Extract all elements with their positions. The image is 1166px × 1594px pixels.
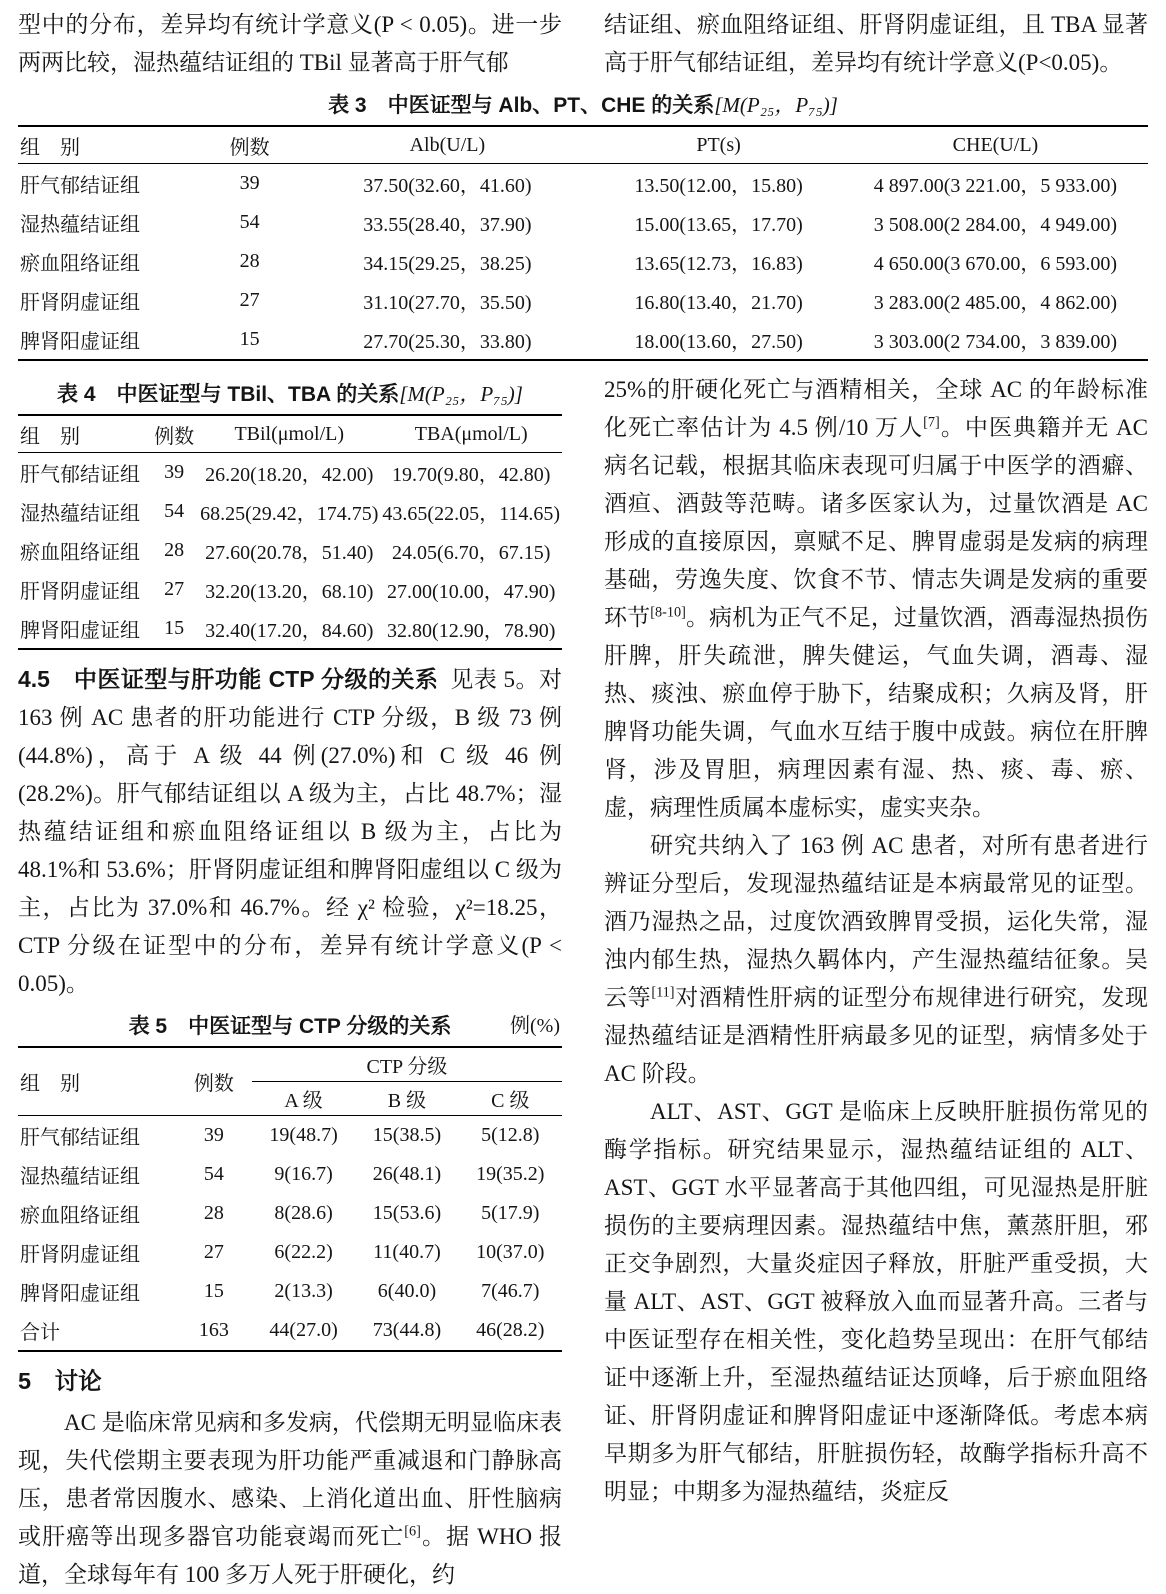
table-cell: 15(38.5) — [372, 1124, 442, 1146]
main-row — [18, 371, 1148, 1594]
table-cell: 39 — [239, 172, 260, 194]
column-header: 例数 — [150, 415, 198, 453]
table-cell: 18.00(13.60，27.50) — [634, 331, 803, 353]
table4-title-suffix: [M(P₂₅，P₇₅)] — [399, 382, 523, 406]
discussion-paragraph-left: AC 是临床常见病和多发病，代偿期无明显临床表现，失代偿期主要表现为肝功能严重减退和门静脉高压，患者常因腹水、感染、上消化道出血、肝性脑病或肝癌等出现多器官功能衰竭而死亡[6]。据 WHO 报道，全球每年有 100 多万人死于肝硬化，约 — [18, 1410, 563, 1587]
table5-title-main: 表 5 中医证型与 CTP 分级的关系 — [128, 1015, 452, 1038]
table-row — [18, 203, 1148, 242]
table-cell: 肝肾阴虚证组 — [20, 1244, 140, 1266]
section-4-5-paragraph — [18, 660, 562, 1003]
table-cell: 32.80(12.90，78.90) — [387, 620, 556, 642]
table-row — [18, 1233, 562, 1272]
table-cell: 16.80(13.40，21.70) — [634, 292, 803, 314]
table-cell: 10(37.0) — [476, 1241, 545, 1263]
table4 — [18, 414, 562, 650]
table-cell: 脾肾阳虚证组 — [20, 1283, 140, 1305]
column-header: PT(s) — [594, 126, 843, 164]
discussion-paragraph-2: 研究共纳入了 163 例 AC 患者，对所有患者进行辨证分型后，发现湿热蕴结证是本病最常见的证型。酒乃湿热之品，过度饮酒致脾胃受损，运化失常，湿浊内郁生热，湿热久羁体内，产生湿热蕴结征象。吴云等[11]对酒精性肝病的证型分布规律进行研究，发现湿热蕴结证是酒精性肝病最多见的证型，病情多处于 AC 阶段。 — [604, 833, 1148, 1086]
table-cell: 肝气郁结证组 — [20, 464, 140, 486]
table-cell: 11(40.7) — [373, 1241, 441, 1263]
table-cell: 3 283.00(2 485.00，4 862.00) — [873, 292, 1118, 314]
table-cell: 5(17.9) — [481, 1202, 540, 1224]
table-cell: 3 508.00(2 284.00，4 949.00) — [873, 214, 1118, 236]
table3-block — [18, 90, 1148, 361]
table-row — [18, 609, 562, 649]
table-row — [18, 1116, 562, 1156]
table-cell: 54 — [164, 500, 185, 522]
table-row — [18, 1272, 562, 1311]
table-cell: 26.20(18.20，42.00) — [205, 464, 374, 486]
table-cell: 32.40(17.20，84.60) — [205, 620, 374, 642]
table-cell: 4 897.00(3 221.00，5 933.00) — [873, 175, 1118, 197]
table-cell: 44(27.0) — [269, 1319, 338, 1341]
table-cell: 54 — [239, 211, 260, 233]
column-header: TBil(μmol/L) — [198, 415, 380, 453]
table-cell: 13.50(12.00，15.80) — [634, 175, 803, 197]
column-header: 例数 — [176, 1047, 252, 1116]
table-cell: 39 — [164, 461, 185, 483]
table-cell: 39 — [203, 1124, 224, 1146]
table-cell: 46(28.2) — [476, 1319, 545, 1341]
table-row — [18, 1155, 562, 1194]
table-cell: 27.70(25.30，33.80) — [363, 331, 532, 353]
table-cell: 163 — [198, 1319, 229, 1341]
discussion-paragraph-3: ALT、AST、GGT 是临床上反映肝脏损伤常见的酶学指标。研究结果显示，湿热蕴结证组的 ALT、AST、GGT 水平显著高于其他四组，可见湿热是肝脏损伤的主要病理因素。湿热蕴结中焦，薰蒸肝胆，邪正交争剧烈，大量炎症因子释放，肝脏严重受损，大量 ALT、AST、GGT 被释放入血而显著升高。三者与中医证型存在相关性，变化趋势呈现出：在肝气郁结证中逐渐上升，至湿热蕴结证达顶峰，后于瘀血阻络证、肝肾阴虚证和脾肾阳虚证中逐渐降低。考虑本病早期多为肝气郁结，肝脏损伤轻，故酶学指标升高不明显；中期多为湿热蕴结，炎症反 — [604, 1099, 1148, 1504]
table-cell: 43.65(22.05，114.65) — [382, 503, 560, 525]
table-cell: 脾肾阳虚证组 — [20, 331, 140, 353]
discussion-paragraph-cont: 25%的肝硬化死亡与酒精相关，全球 AC 的年龄标准化死亡率估计为 4.5 例/10 万人[7]。中医典籍并无 AC 病名记载，根据其临床表现可归属于中医学的酒癖、酒疸、酒鼓等范畴。诸多医家认为，过量饮酒是 AC 形成的直接原因，禀赋不足、脾胃虚弱是发病的病理基础，劳逸失度、饮食不节、情志失调是发病的重要环节[8-10]。病机为正气不足，过量饮酒，酒毒湿热损伤肝脾，肝失疏泄，脾失健运，气血失调，酒毒、湿热、痰浊、瘀血停于胁下，结聚成积；久病及肾，肝脾肾功能失调，气血水互结于腹中成鼓。病位在肝脾肾，涉及胃胆，病理因素有湿、热、痰、毒、瘀、虚，病理性质属本虚标实，虚实夹杂。 — [604, 377, 1149, 820]
table-cell: 27 — [164, 578, 185, 600]
paragraph-top-left: 型中的分布，差异均有统计学意义(P < 0.05)。进一步两两比较，湿热蕴结证组的 TBil 显著高于肝气郁 — [18, 12, 562, 75]
right-column — [604, 371, 1148, 1594]
table3-header-row — [18, 126, 1148, 164]
table-cell: 15.00(13.65，17.70) — [634, 214, 803, 236]
column-header: TBA(μmol/L) — [380, 415, 562, 453]
table-cell: 6(22.2) — [274, 1241, 333, 1263]
table-cell: 13.65(12.73，16.83) — [634, 253, 803, 275]
table-row — [18, 570, 562, 609]
column-header: 组 别 — [18, 415, 150, 453]
column-header: A 级 — [252, 1082, 355, 1116]
table-cell: 瘀血阻络证组 — [20, 253, 140, 275]
table5-title — [18, 1011, 562, 1042]
table4-title-main: 表 4 中医证型与 TBil、TBA 的关系 — [57, 383, 400, 406]
section-4-5-heading: 4.5 中医证型与肝功能 CTP 分级的关系 — [18, 666, 439, 692]
table-cell: 19(35.2) — [476, 1163, 545, 1185]
column-header: B 级 — [355, 1082, 458, 1116]
table-cell: 32.20(13.20，68.10) — [205, 581, 374, 603]
table5 — [18, 1046, 562, 1352]
table-cell: 19(48.7) — [269, 1124, 338, 1146]
table-cell: 15 — [239, 328, 260, 350]
table-cell: 合计 — [20, 1322, 60, 1344]
column-header: CHE(U/L) — [843, 126, 1148, 164]
table-row — [18, 1194, 562, 1233]
column-header: 组 别 — [18, 126, 199, 164]
table-cell: 瘀血阻络证组 — [20, 1205, 140, 1227]
table-cell: 湿热蕴结证组 — [20, 214, 140, 236]
table4-block — [18, 379, 562, 650]
table-cell: 54 — [203, 1163, 224, 1185]
table-cell: 33.55(28.40，37.90) — [363, 214, 532, 236]
section-4-5-body: 见表 5。对 163 例 AC 患者的肝功能进行 CTP 分级，B 级 73 例(44.8%)，高于 A 级 44 例(27.0%)和 C 级 46 例(28.2%)。肝气郁结证组以 A 级为主，占比 48.7%；湿热蕴结证组和瘀血阻络证组以 B 级为主，占比为 48.1%和 53.6%；肝肾阴虚证组和脾肾阳虚组以 C 级为主，占比为 37.0%和 46.7%。经 χ² 检验，χ²=18.25，CTP 分级在证型中的分布，差异有统计学意义(P < 0.05)。 — [18, 667, 563, 996]
column-header: 组 别 — [18, 1047, 176, 1116]
table-cell: 73(44.8) — [372, 1319, 442, 1341]
table-cell: 15 — [164, 617, 185, 639]
table-cell: 瘀血阻络证组 — [20, 542, 140, 564]
table-cell: 3 303.00(2 734.00，3 839.00) — [873, 331, 1118, 353]
table-cell: 7(46.7) — [481, 1280, 540, 1302]
table-cell: 脾肾阳虚证组 — [20, 620, 140, 642]
table-cell: 28 — [164, 539, 185, 561]
table-cell: 肝气郁结证组 — [20, 1127, 140, 1149]
table-row — [18, 453, 562, 493]
table-cell: 27 — [239, 289, 260, 311]
table4-title — [18, 379, 562, 410]
table5-header-row-1 — [18, 1047, 562, 1082]
table-cell: 肝气郁结证组 — [20, 175, 140, 197]
table3-title — [18, 90, 1148, 121]
table-cell: 4 650.00(3 670.00，6 593.00) — [873, 253, 1118, 275]
table3-title-main: 表 3 中医证型与 Alb、PT、CHE 的关系 — [328, 94, 715, 117]
table-row — [18, 492, 562, 531]
column-header: 例数 — [199, 126, 301, 164]
table-cell: 27 — [203, 1241, 224, 1263]
paragraph-top-right: 结证组、瘀血阻络证组、肝肾阴虚证组，且 TBA 显著高于肝气郁结证组，差异均有统计学意义(P<0.05)。 — [604, 12, 1148, 75]
table-cell: 湿热蕴结证组 — [20, 503, 140, 525]
table-cell: 34.15(29.25，38.25) — [363, 253, 532, 275]
top-row — [18, 6, 1148, 82]
table-cell: 15 — [203, 1280, 224, 1302]
table-row — [18, 242, 1148, 281]
table-cell: 8(28.6) — [274, 1202, 333, 1224]
column-header: C 级 — [459, 1082, 562, 1116]
left-column — [18, 371, 562, 1594]
table-cell: 肝肾阴虚证组 — [20, 292, 140, 314]
column-header-spanner: CTP 分级 — [252, 1047, 562, 1082]
table-cell: 37.50(32.60，41.60) — [363, 175, 532, 197]
table3-title-suffix: [M(P₂₅，P₇₅)] — [714, 93, 838, 117]
table-cell: 27.60(20.78，51.40) — [205, 542, 374, 564]
table-row — [18, 531, 562, 570]
table-cell: 28 — [203, 1202, 224, 1224]
table-cell: 26(48.1) — [372, 1163, 442, 1185]
table-row-total — [18, 1311, 562, 1351]
table-row — [18, 320, 1148, 360]
table-cell: 28 — [239, 250, 260, 272]
table-cell: 27.00(10.00，47.90) — [387, 581, 556, 603]
table-cell: 2(13.3) — [274, 1280, 333, 1302]
table5-block — [18, 1011, 562, 1352]
column-header: Alb(U/L) — [300, 126, 594, 164]
table3 — [18, 125, 1148, 361]
table5-unit-label: 例(%) — [510, 1015, 560, 1037]
table4-header-row — [18, 415, 562, 453]
table-cell: 9(16.7) — [274, 1163, 333, 1185]
table-cell: 19.70(9.80，42.80) — [392, 464, 551, 486]
table-cell: 31.10(27.70，35.50) — [363, 292, 532, 314]
table-cell: 6(40.0) — [377, 1280, 437, 1302]
table-row — [18, 164, 1148, 204]
section-5-heading: 5 讨论 — [18, 1368, 102, 1394]
table-cell: 24.05(6.70，67.15) — [392, 542, 551, 564]
table-cell: 68.25(29.42，174.75) — [200, 503, 379, 525]
table-cell: 肝肾阴虚证组 — [20, 581, 140, 603]
table-cell: 5(12.8) — [481, 1124, 540, 1146]
table-cell: 15(53.6) — [372, 1202, 442, 1224]
table-row — [18, 281, 1148, 320]
table-cell: 湿热蕴结证组 — [20, 1166, 140, 1188]
